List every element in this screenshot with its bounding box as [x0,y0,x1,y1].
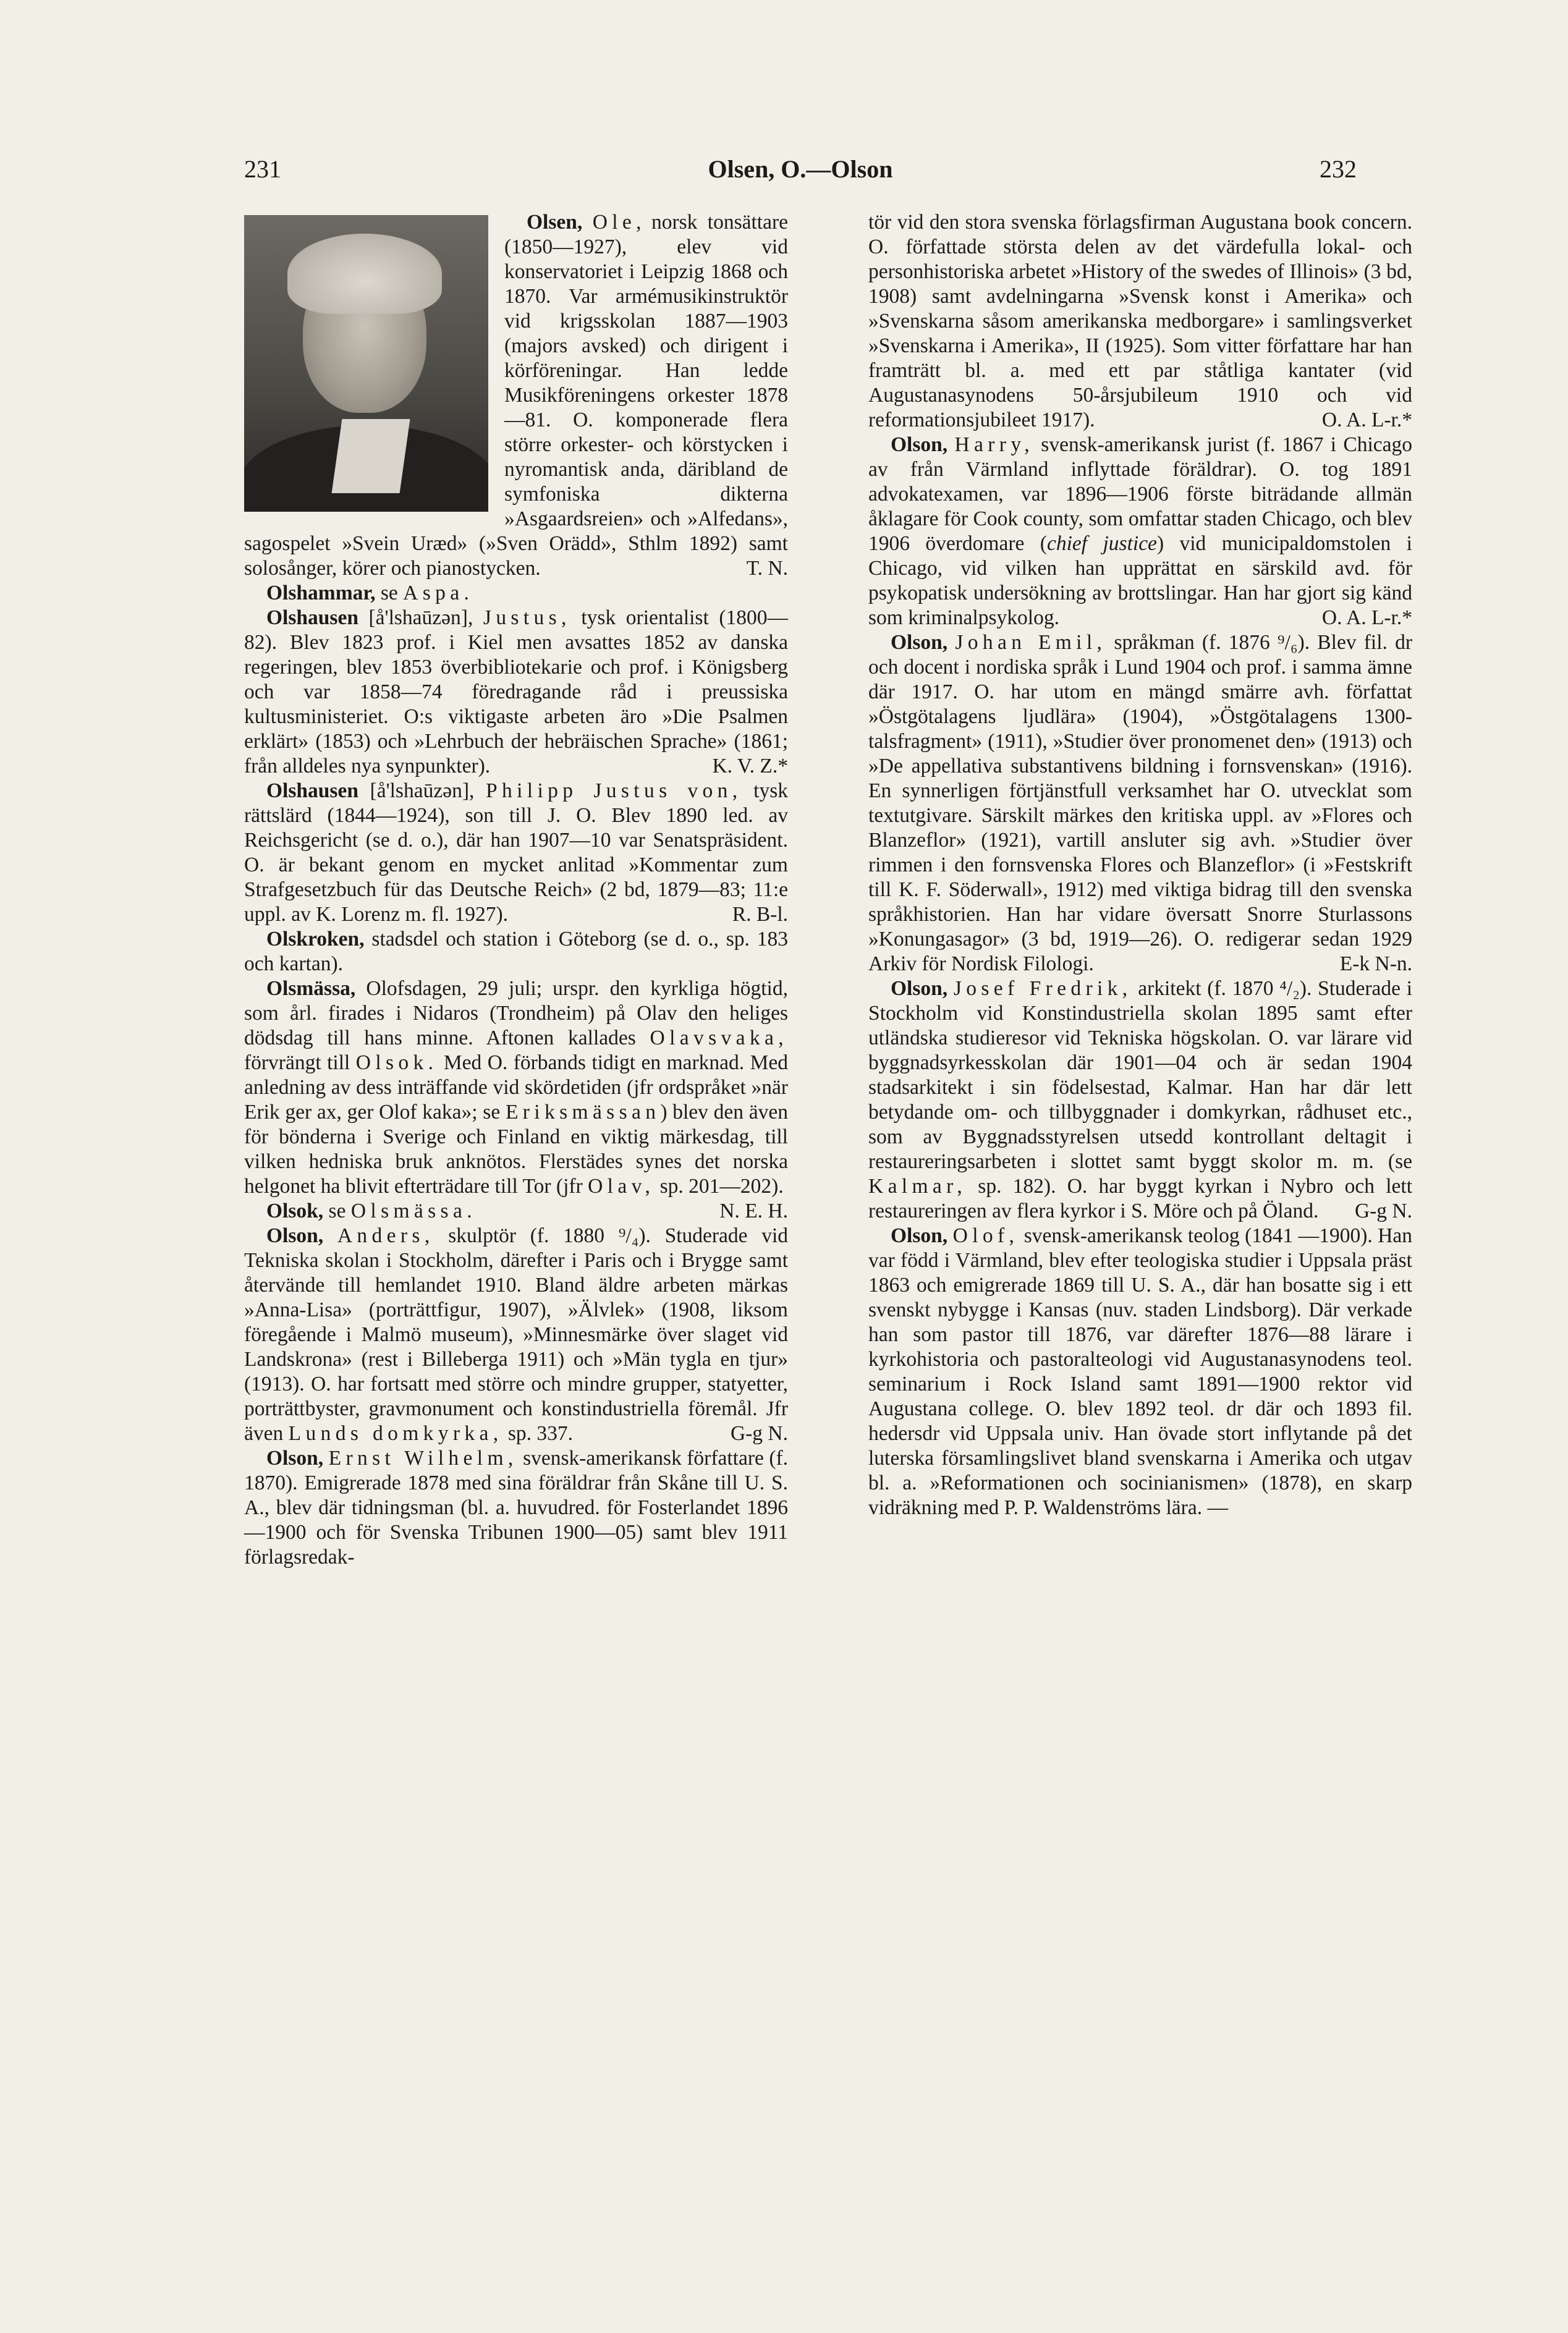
signature: G-g N. [1354,1200,1412,1222]
cross-reference: Lunds domkyrka, [288,1422,503,1445]
entry-text: ) blev den även för bönderna i Sverige och Finland en viktig märkesdag, till vilken hedniska bruk anknötos. Flerstädes synes det norska helgonet ha blivit efterträdare till Tor (jfr [244,1101,788,1198]
headword: Olsmässa, [266,977,356,1000]
entry-text: ) vid municipaldomstolen i Chicago, vid vilken han upprättat en särskild avd. för psykopatisk undersökning av brottslingar. Han har gjort sig känd som kriminalpsykolog. [868,532,1412,629]
entry-text: skulptör (f. 1880 ⁹/₄). Studerade vid Tekniska skolan i Stockholm, därefter i Paris och i Brygge samt återvände till hemlandet 1910. Bland äldre arbeten märkas »Anna-Lisa» (porträttfigur, 1907), »Älvlek» (1908, liksom föregående i Malmö museum), »Minnesmärke över slaget vid Landskrona» (rest i Billeberga 1911) och »Män tygla en tjur» (1913). O. har fortsatt med större och mindre grupper, statyetter, porträttbyster, gravmonument och konstindustriella föremål. Jfr även [244,1224,789,1445]
entry-olshausen-philipp [244,779,788,927]
portrait-collar [332,419,410,493]
signature: N. E. H. [719,1200,788,1222]
given-name: Olof, [952,1224,1019,1247]
signature: G-g N. [730,1422,788,1445]
entry-text: språkman (f. 1876 ⁹/₆). Blev fil. dr och docent i nordiska språk i Lund 1904 och prof. i samma ämne där 1917. O. har utom en mängd smärre avh. författat »Östgötalagens ljudlära» (1904), »Östgötalagens 1300-talsfragment» (1911), »Studier över pronomenet den» (1913) och »De appellativa substantivens bildning i fornsvenskan» (1916). En synnerligen förtjänstfull verksamhet har O. utvecklat som textutgivare. Särskilt märkes den kritiska uppl. av »Flores och Blanzeflor» (1921), vartill ansluter sig avh. »Studier över rimmen i den fornsvenska Flores och Blanzeflor» (i »Festskrift till K. F. Söderwall», 1912) med viktiga bidrag till den svenska språkhistorien. Han har vidare översatt Snorre Sturlassons »Konungasagor» (3 bd, 1919—26). O. redigerar sedan 1929 Arkiv för Nordisk Filologi. [868,631,1412,975]
entry-olson-josef-fredrik [868,976,1412,1224]
headword: Olson, [891,433,948,456]
cross-reference: Olsmässa. [350,1200,477,1222]
headword: Olsen, [527,211,583,234]
signature: E-k N-n. [1339,952,1412,975]
entry-text: sp. 201—202). [655,1175,784,1198]
signature: R. B-l. [732,903,788,926]
entry-text: förvrängt till [244,1051,356,1074]
entry-text: Olofsdagen, 29 juli; urspr. den kyrkliga högtid, som årl. firades i Nidaros (Trondheim) på Olav den heliges dödsdag till hans minne. Aftonen kallades [244,977,788,1049]
given-name: Anders, [337,1224,434,1247]
cross-reference: Aspa. [403,582,474,604]
entry-text: sp. 337. [502,1422,574,1445]
headword: Olson, [891,977,948,1000]
page-number-left: 231 [244,155,281,183]
entry-text: sp. 182). O. har byggt kyrkan i Nybro och lett restaureringen av flera kyrkor i S. Möre och på Öland. [868,1175,1412,1222]
spaced-term: Olavsvaka, [650,1027,788,1049]
headword: Olson, [891,1224,948,1247]
given-name: Ole [592,211,637,234]
see-word: se [380,582,398,604]
headword: Olshammar, [266,582,376,604]
cross-reference: Kalmar, [868,1175,967,1198]
entry-text: , norsk tonsättare (1850—1927), elev vid konservatoriet i Leipzig 1868 och 1870. Var armémusikinstruktör vid krigsskolan 1887—1903 (majors avsked) och dirigent i körföreningar. Han ledde Musikföreningens orkester 1878 —81. O. komponerade flera större orkester- och körstycken i nyromantisk anda, däribland de symfoniska dikterna »Asgaardsreien» och »Alfedans», sagospelet »Svein Uræd» (»Sven Orädd», Sthlm 1892) samt solosånger, körer och pianostycken. [244,211,789,580]
given-name: Justus, [483,606,571,629]
entry-text: arkitekt (f. 1870 ⁴/₂). Studerade i Stockholm vid Konstindustriella skolan 1895 samt efter utländska studieresor vid Tekniska högskolan. O. var lärare vid byggnadsyrkesskolan där 1901—04 och är sedan 1904 stadsarkitekt i sin födelsestad, Kalmar. Han har där lett betydande om- och tillbyggnader i domkyrkan, rådhuset etc., som av Byggnadsstyrelsen utsedd kontrollant deltagit i restaureringsarbeten i slottet samt byggt skolor m. m. (se [868,977,1412,1173]
entry-olsen-ole [244,210,788,581]
entry-text: svensk-amerikansk författare (f. 1870). Emigrerade 1878 med sina föräldrar från Skåne till U. S. A., blev där tidningsman (bl. a. huvudred. för Fosterlandet 1896—1900 och för Svenska Tribunen 1900—05) samt blev 1911 förlagsredak- [244,1447,789,1569]
entry-text: svensk-amerikansk jurist (f. 1867 i Chicago av från Värmland inflyttade föräldrar). O. tog 1891 advokatexamen, var 1896—1906 förste biträdande allmän åklagare för Cook county, som omfattar staden Chicago, och blev 1906 överdomare ( [868,433,1413,555]
headword: Olson, [266,1224,324,1247]
entry-text: svensk-amerikansk teolog (1841 —1900). Han var född i Värmland, blev efter teologiska studier i Uppsala präst 1863 och emigrerade 1869 till U. S. A., där han bosatte sig i ett svenskt nybygge i Kansas (nuv. staden Lindsborg). Där verkade han som pastor till 1876, var därefter 1876—88 lärare i kyrkohistoria och pastoralteologi vid Augustanasynodens teol. seminarium i Rock Island samt 1891—1900 rektor vid Augustana college. O. blev 1892 teol. dr där och 1893 fil. hedersdr vid Uppsala univ. Han övade stort inflytande på det luterska församlingslivet bland svenskarna i Amerika och utgav bl. a. »Reformationen och socinianismen» (1878), en skarp vidräkning med P. P. Waldenströms lära. — [868,1224,1412,1519]
signature: O. A. L-r.* [1321,606,1412,629]
entry-olson-ernst-continued [868,210,1412,433]
entry-text: tör vid den stora svenska förlagsfirman Augustana book concern. O. författade största delen av det värdefulla lokal- och personhistoriska arbetet »History of the swedes of Illinois» (3 bd, 1908) samt avdelningarna »Svensk konst i Amerika» och »Svenskarna såsom amerikanska medborgare» i samlingsverket »Svenskarna i Amerika», II (1925). Som vitter författare har han framträtt bl. a. med ett par ståtliga kantater (vid Augustanasynodens 50-årsjubileum 1910 och vid reformationsjubileet 1917). [868,211,1412,431]
cross-reference: Eriksmässan [505,1101,661,1124]
headword: Olsok, [266,1200,324,1222]
given-name: Ernst Wilhelm, [328,1447,518,1470]
entry-text: tysk rättslärd (1844—1924), son till J. O. Blev 1890 led. av Reichsgericht (se d. o.), där han 1907—10 var Senatspräsident. O. är bekant genom en mycket anlitad »Kommentar zum Strafgesetzbuch für das Deutsche Reich» (2 bd, 1879—83; 11:e uppl. av K. Lorenz m. fl. 1927). [244,779,788,926]
pronunciation: [å'lshaūzən], [370,779,475,802]
running-title: Olsen, O.—Olson [708,155,893,183]
given-name: Philipp Justus von, [485,779,742,802]
signature: K. V. Z.* [712,755,788,777]
entry-olskroken [244,927,788,976]
entry-olshammar [244,581,788,606]
entry-olshausen-justus [244,606,788,779]
italic-term: chief justice [1046,532,1157,555]
pronunciation: [å'lshaūzən], [368,606,473,629]
left-column [244,210,788,1570]
entry-olson-olof [868,1224,1412,1520]
signature: O. A. L-r.* [1321,409,1412,431]
headword: Olshausen [266,606,358,629]
entry-olson-ernst [244,1446,788,1570]
cross-reference: Olav, [588,1175,655,1198]
given-name: Harry, [954,433,1035,456]
entry-text: stadsdel och station i Göteborg (se d. o., sp. 183 och kartan). [244,928,788,975]
entry-text: Med O. förbands tidigt en marknad. Med anledning av dess inträffande vid skördetiden (jfr ordspråket »när Erik ger ax, ger Olof kaka»; se [244,1051,789,1124]
spaced-term: Olsok. [355,1051,438,1074]
headword: Olson, [266,1447,324,1470]
headword: Olskroken, [266,928,365,951]
given-name: Josef Fredrik, [953,977,1132,1000]
running-header [244,155,1357,192]
right-column [868,210,1412,1520]
see-word: se [328,1200,346,1222]
portrait-hair [287,234,442,314]
portrait-photo [244,215,488,512]
entry-olson-anders [244,1224,788,1446]
signature: T. N. [746,557,788,580]
headword: Olson, [891,631,948,654]
given-name: Johan Emil, [955,631,1107,654]
entry-olson-harry [868,433,1412,630]
page-number-right: 232 [1320,155,1357,183]
entry-text: tysk orientalist (1800—82). Blev 1823 prof. i Kiel men avsattes 1852 av danska regeringen, blev 1853 överbibliotekarie och prof. i Königsberg och var 1858—74 föredragande råd i preussiska kultusministeriet. O:s viktigaste arbeten äro »Die Psalmen erklärt» (1853) och »Lehrbuch der hebräischen Sprache» (1861; från alldeles nya synpunkter). [244,606,788,777]
entry-olson-johan-emil [868,630,1412,976]
headword: Olshausen [266,779,358,802]
entry-olsmassa [244,976,789,1222]
